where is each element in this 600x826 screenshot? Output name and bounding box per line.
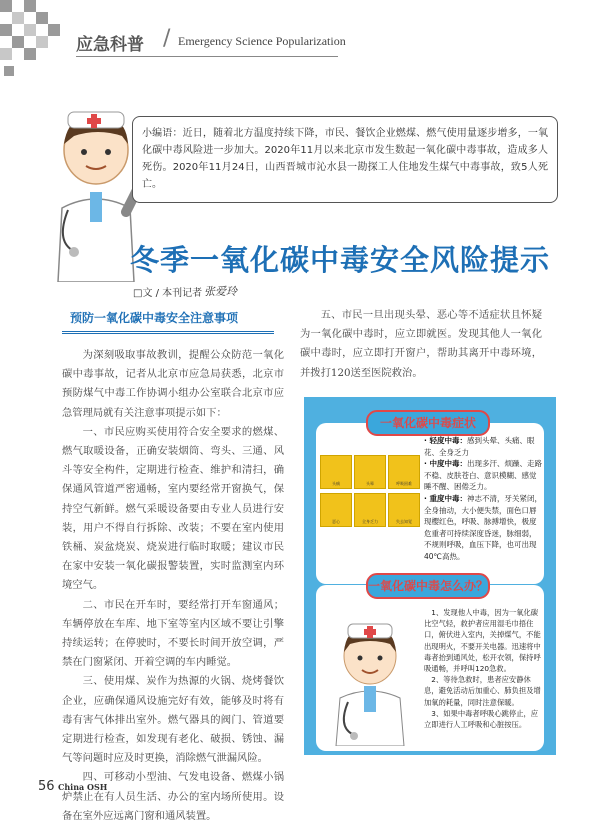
symptom-figure: 头痛 <box>320 455 352 489</box>
symptom-item-mild: · 轻度中毒：感到头晕、头痛、眼花、全身乏力 <box>424 436 535 457</box>
help-steps <box>424 607 542 730</box>
paragraph-4: 四、可移动小型油、气发电设备、燃煤小锅炉禁止在有人员生活、办公的室内场所使用。设备在室外应远离门窗和通风装置。 <box>62 771 284 822</box>
paragraph-intro: 为深刻吸取事故教训，提醒公众防范一氧化碳中毒事故，记者从北京市应急局获悉，北京市预防煤气中毒工作协调小组办公室联合北京市应急管理局就有关注意事项提示如下： <box>62 349 284 419</box>
section-heading: 预防一氧化碳中毒安全注意事项 <box>70 311 239 325</box>
symptom-figure: 恶心 <box>320 493 352 527</box>
paragraph-3: 三、使用煤、炭作为热源的火锅、烧烤餐饮企业，应确保通风设施完好有效，能够及时将有毒有害气体排出室外。燃气器具的阀门、管道要定期进行检查，如发现有老化、破损、锈蚀、漏气等问题时应及时更换，消除燃气泄漏风险。 <box>62 675 284 765</box>
author-name: 张爱玲 <box>204 285 237 298</box>
help-step-1: 1、发现他人中毒，因为一氧化碳比空气轻，救护者应用湿毛巾捂住口，俯伏进入室内，关掉煤气，不能出现明火，不要开关电器。迅速将中毒者抬到通风处，松开衣领，保持呼吸通畅，并呼叫120急救。 <box>424 608 541 674</box>
help-title: 一氧化碳中毒怎么办？ <box>366 573 490 599</box>
section-heading-rule-2 <box>62 333 274 334</box>
right-column <box>300 306 542 383</box>
section-title-en: Emergency Science Popularization <box>178 34 346 48</box>
paragraph-5: 五、市民一旦出现头晕、恶心等不适症状且怀疑为一氧化碳中毒时，应立即就医。发现其他人一氧化碳中毒时，应立即打开窗户，帮助其离开中毒环境，并拨打120送至医院救治。 <box>300 309 542 379</box>
header-rule <box>76 56 338 57</box>
symptom-item-moderate: · 中度中毒：出现多汗、烦躁、走路不稳、皮肤苍白、意识模糊、感觉睡不醒、困倦乏力。 <box>424 459 542 492</box>
paragraph-1: 一、市民应购买使用符合安全要求的燃煤、燃气取暖设备，正确安装烟筒、弯头、三通、风斗等安全构件，定期进行检查、维护和清扫，确保通风管道严密通畅，室内要经常开窗换气，保持空气新鲜。燃气采暖设备要由专业人员进行安装，用户不得自行拆除、改装；不要在室内使用铁桶、炭盆烧炭、烧炭进行临时取暖；建议市民在家中安装一氧化碳报警装置，实时监测室内环境空气。 <box>62 425 284 592</box>
editor-note-text: 小编语：近日，随着北方温度持续下降，市民、餐饮企业燃煤、燃气使用量逐步增多，一氧化碳中毒风险进一步加大。2020年11月以来北京市发生数起一氧化碳中毒事故，造成多人死伤。2020年11月24日，山西晋城市沁水县一勘探工人住地发生煤气中毒事故，致5人死亡。 <box>142 128 548 190</box>
symptoms-list <box>424 435 542 563</box>
section-title-cn: 应急科普 <box>76 35 144 55</box>
symptom-item-severe: · 重度中毒：神志不清，牙关紧闭，全身抽动，大小便失禁，面色口唇现樱红色，呼吸、脉搏增快，极度危重者可持续深度昏迷，脉细弱，不规则呼吸，血压下降，也可出现40℃高热。 <box>424 493 542 561</box>
symptom-figure: 失去知觉 <box>388 493 420 527</box>
symptoms-title: 一氧化碳中毒症状 <box>366 410 490 436</box>
symptom-figures <box>320 455 420 533</box>
symptom-figure: 呼吸困难 <box>388 455 420 489</box>
section-heading-rule <box>62 331 274 332</box>
section-slash: / <box>163 26 171 51</box>
article-title: 冬季一氧化碳中毒安全风险提示 <box>130 243 551 277</box>
byline: □文 / 本刊记者 <box>133 288 203 299</box>
help-step-3: 3、如果中毒者呼吸心跳停止，应立即进行人工呼吸和心脏按压。 <box>424 708 539 730</box>
doctor-illustration <box>322 622 418 746</box>
publication-name: China OSH <box>58 782 108 792</box>
paragraph-2: 二、市民在开车时，要经常打开车窗通风；车辆停放在车库、地下室等室内区域不要让引擎持续运转；在停驶时，不要长时间开放空调，严禁在门窗紧闭、开着空调的车内睡觉。 <box>62 598 284 669</box>
symptom-figure: 头晕 <box>354 455 386 489</box>
left-column <box>62 346 284 826</box>
page-number: 56 <box>38 779 55 794</box>
help-step-2: 2、等待急救时，患者应安静休息，避免活动后加重心、肺负担及增加氧的耗量，同时注意保暖。 <box>424 675 541 707</box>
symptom-figure: 全身乏力 <box>354 493 386 527</box>
